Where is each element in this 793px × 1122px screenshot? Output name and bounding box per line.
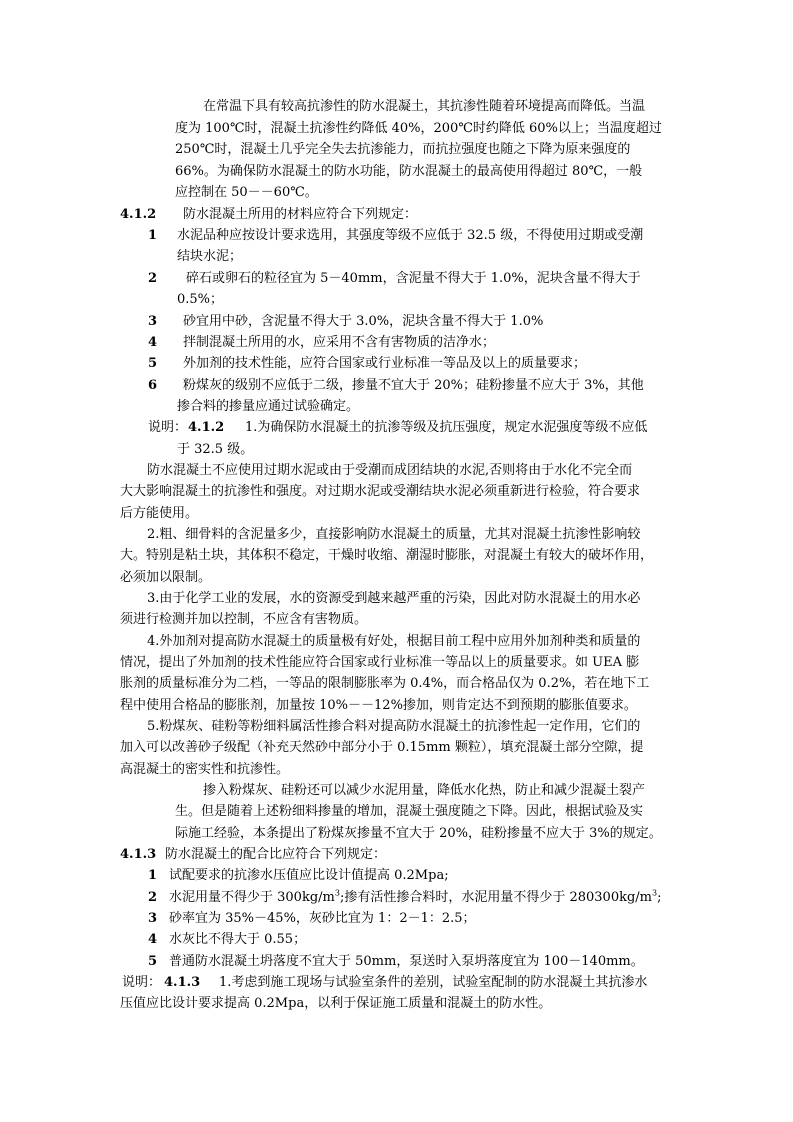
section-title: 防水混凝土的配合比应符合下列规定： — [165, 847, 387, 862]
item-number: 4 — [148, 335, 158, 350]
item-number: 1 — [148, 868, 158, 883]
item-text: 结块水泥； — [177, 249, 243, 264]
para-line: 2.粗、细骨料的含泥量多少，直接影响防水混凝土的质量，尤其对混凝土抗渗性影响较 — [147, 527, 641, 542]
para-line: 必须加以限制。 — [120, 570, 212, 585]
item-number: 3 — [148, 911, 158, 926]
note-text: 1.考虑到施工现场与试验室条件的差别，试验室配制的防水混凝土其抗渗水 — [219, 975, 648, 990]
note-text: 压值应比设计要求提高 0.2Mpa，以利于保证施工质量和混凝土的防水性。 — [120, 996, 552, 1011]
item-number: 1 — [148, 228, 158, 243]
item-text: 粉煤灰的级别不应低于二级，掺量不宜大于 20%；硅粉掺量不应大于 3%，其他 — [183, 378, 644, 393]
intro-line: 应控制在 50－－60℃。 — [175, 185, 318, 200]
item-text: 外加剂的技术性能，应符合国家或行业标准一等品及以上的质量要求； — [183, 356, 587, 371]
para-line: 5.粉煤灰、硅粉等粉细料属活性掺合料对提高防水混凝土的抗渗性起一定作用，它们的 — [147, 719, 641, 734]
para-line: 情况，提出了外加剂的技术性能应符合国家或行业标准一等品以上的质量要求。如 UEA 膨 — [120, 655, 640, 670]
note-number: 4.1.3 — [164, 975, 201, 990]
item-number: 2 — [148, 271, 158, 286]
intro-line: 在常温下具有较高抗渗性的防水混凝土，其抗渗性随着环境提高而降低。当温 — [203, 99, 646, 114]
item-text: 碎石或卵石的粒径宜为 5－40mm，含泥量不得大于 1.0%，泥块含量不得大于 — [186, 271, 641, 286]
note-text: 1.为确保防水混凝土的抗渗等级及抗压强度，规定水泥强度等级不应低 — [245, 420, 648, 435]
item-number: 5 — [148, 356, 158, 371]
note-number: 4.1.2 — [188, 420, 225, 435]
item-text: 水泥品种应按设计要求选用，其强度等级不应低于 32.5 级，不得使用过期或受潮 — [177, 228, 644, 243]
item-text: 砂宜用中砂，含泥量不得大于 3.0%，泥块含量不得大于 1.0% — [183, 314, 544, 329]
para-line: 加入可以改善砂子级配（补充天然砂中部分小于 0.15mm 颗粒），填充混凝土部分空隙，提 — [120, 740, 644, 755]
note-label: 说明： — [122, 975, 162, 990]
para-line: 防水混凝土不应使用过期水泥或由于受潮而成团结块的水泥,否则将由于水化不完全而 — [147, 463, 633, 478]
para-line: 生。但是随着上述粉细料掺量的增加，混凝土强度随之下降。因此，根据试验及实 — [175, 804, 644, 819]
para-line: 际施工经验，本条提出了粉煤灰掺量不宜大于 20%，硅粉掺量不应大于 3%的规定。 — [175, 826, 662, 841]
section-number: 4.1.3 — [120, 847, 157, 862]
item-number: 4 — [148, 932, 158, 947]
item-number: 2 — [148, 890, 158, 905]
item-number: 3 — [148, 314, 158, 329]
para-line: 3.由于化学工业的发展，水的资源受到越来越严重的污染，因此对防水混凝土的用水必 — [147, 591, 641, 606]
para-line: 胀剂的质量标准分为二档，一等品的限制膨胀率为 0.4%，而合格品仅为 0.2%，若在地下工 — [120, 676, 650, 691]
para-line: 掺入粉煤灰、硅粉还可以减少水泥用量，降低水化热，防止和减少混凝土裂产 — [203, 783, 646, 798]
superscript: 3 — [334, 888, 340, 898]
intro-line: 250℃时，混凝土几乎完全失去抗渗能力，而抗拉强度也随之下降为原来强度的 — [175, 142, 631, 157]
para-line: 4.外加剂对提高防水混凝土的质量极有好处，根据目前工程中应用外加剂种类和质量的 — [147, 634, 641, 649]
item-text-part: ;掺有活性掺合料时，水泥用量不得少于 280300kg/m — [339, 890, 652, 905]
item-text-part: 水泥用量不得少于 300kg/m — [169, 890, 335, 905]
note-label: 说明： — [148, 420, 188, 435]
para-line: 程中使用合格品的膨胀剂，加量按 10%－－12%掺加，则肯定达不到预期的膨胀值要求。 — [120, 698, 637, 713]
item-text: 0.5%； — [177, 292, 224, 307]
item-number: 6 — [148, 378, 158, 393]
item-text: 砂率宜为 35%－45%，灰砂比宜为 1：2－1：2.5； — [169, 911, 476, 926]
intro-line: 66%。为确保防水混凝土的防水功能，防水混凝土的最高使用得超过 80℃，一般 — [175, 164, 643, 179]
item-text: 普通防水混凝土坍落度不宜大于 50mm，泵送时入泵坍落度宜为 100－140mm。 — [169, 954, 644, 969]
section-title: 防水混凝土所用的材料应符合下列规定： — [183, 207, 418, 222]
item-number: 5 — [148, 954, 158, 969]
para-line: 大大影响混凝土的抗渗性和强度。对过期水泥或受潮结块水泥必须重新进行检验，符合要求 — [120, 484, 641, 499]
note-text: 于 32.5 级。 — [177, 442, 254, 457]
para-line: 须进行检测并加以控制，不应含有害物质。 — [120, 612, 368, 627]
section-number: 4.1.2 — [120, 207, 157, 222]
intro-line: 度为 100℃时，混凝土抗渗性约降低 40%，200℃时约降低 60%以上；当温度超过 — [175, 121, 662, 136]
para-line: 后方能使用。 — [120, 506, 199, 521]
item-text: 水灰比不得大于 0.55； — [169, 932, 307, 947]
item-text — [169, 890, 661, 906]
superscript: 3 — [652, 888, 658, 898]
item-text-part: ; — [657, 890, 662, 905]
para-line: 大。特别是粘土块，其体积不稳定，干燥时收缩、潮湿时膨胀，对混凝土有较大的破坏作用， — [120, 548, 654, 563]
item-text: 掺合料的掺量应通过试验确定。 — [177, 399, 360, 414]
item-text: 试配要求的抗渗水压值应比设计值提高 0.2Mpa; — [169, 868, 449, 883]
item-text: 拌制混凝土所用的水，应采用不含有害物质的洁净水； — [183, 335, 496, 350]
para-line: 高混凝土的密实性和抗渗性。 — [120, 762, 290, 777]
